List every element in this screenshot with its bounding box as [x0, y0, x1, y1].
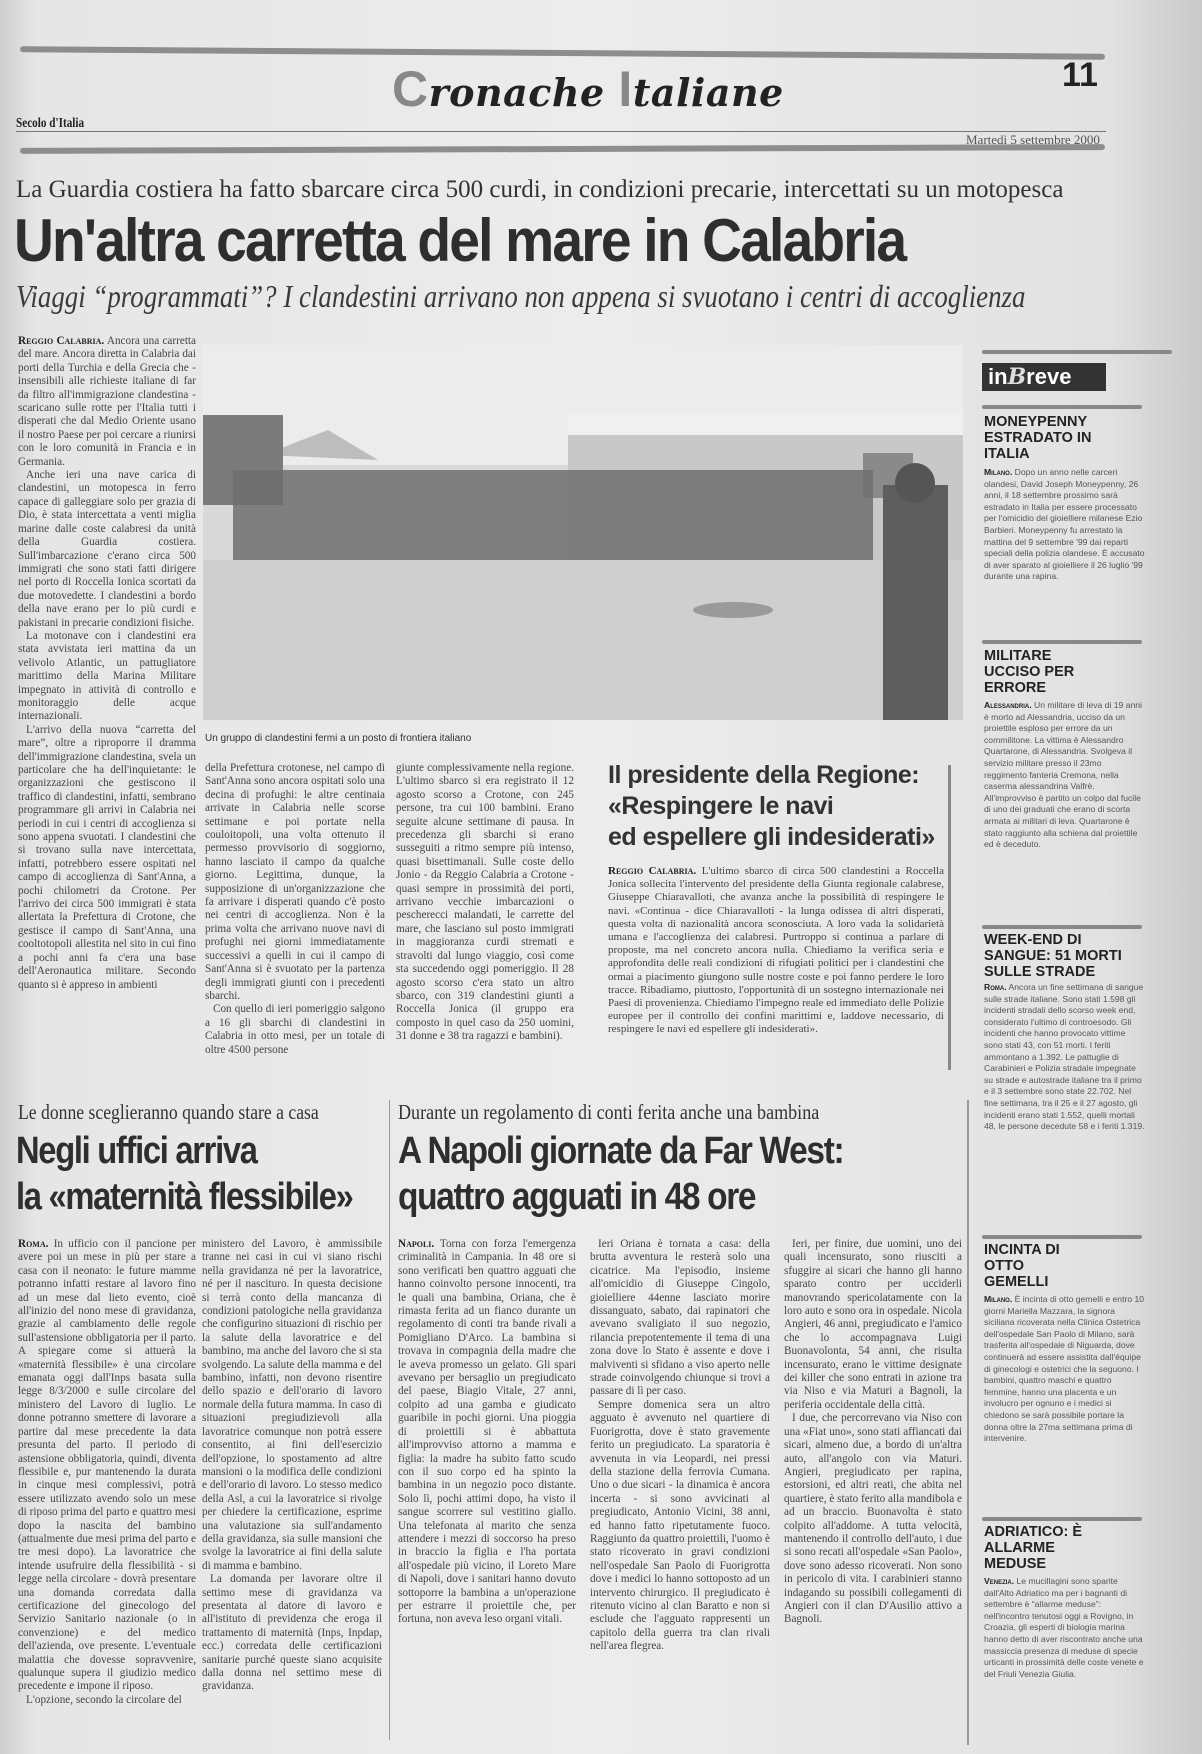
brief-body-gemelli	[984, 1294, 1146, 1504]
maternity-col2-p1: ministero del Lavoro, è ammissibile tranne nei casi in cui vi siano rischi nella gravidanza né per la lavoratrice, né per il nascituro. In questa decisione si terrà conto della mancanza di condizioni patologiche nella gravidanza che configurino situazioni di rischio per la salute della lavoratrice e del bambino, ma anche del lavoro che si sta svolgendo. La salute della mamma e del bambino, infatti, non devono risentire dello spazio e dell'orario di lavoro normale della futura mamma. In caso di situazioni pregiudizievoli alla lavoratrice comunque non potrà essere consentito, ai fini dell'esercizio dell'opzione, lo spostamento ad altre mansioni o la modifica delle condizioni e dell'orario di lavoro. Lo stesso medico della Asl, a cui la lavoratrice si rivolge per chiedere la certificazione, esprime una valutazione sia sull'andamento della gravidanza, sia sulle mansioni che svolge la lavoratrice ai fini della salute di mamma e bambino.	[202, 1238, 382, 1572]
box-body	[608, 865, 944, 1075]
section-title-initial-c: C	[392, 61, 429, 117]
napoli-col2-p2: Sempre domenica sera un altro agguato è avvenuto nel quartiere di Fuorigrotta, dove è stato gravemente ferito un pregiudicato. La sparatoria è avvenuta in via Leopardi, nei pressi della stazione della ferrovia Cumana. Uno o due sicari - la dinamica è ancora incerta - si sono avvicinati al pregiudicato, Antonio Vicini, 38 anni, ed hanno fatto ripetutamente fuoco. Raggiunto da quattro proiettili, l'uomo è stato ricoverato in gravi condizioni nell'ospedale San Paolo di Fuorigrotta dove i medici lo hanno sottoposto ad un intervento chirurgico. Il pregiudicato è ritenuto vicino al clan Baratto e non si esclude che l'agguato rappresenti un capitolo della guerra tra clan rivali nell'area flegrea.	[590, 1398, 770, 1653]
brief-text: È incinta di otto gemelli e entro 10 giorni Mariella Mazzara, la signora siciliana ricoverata nella Clinica Ostetrica dell'ospedale San Paolo di Milano, sarà trasferita all'ospedale di Niguarda, dove continuerà ad essere assistita dall'équipe di ginecologi e ostetrici che la seguono. I bambini, quattro maschi e quattro femmine, hanno una placenta e un involucro per ognuno e i medici si chiedono se sarà possibile portare la donna oltre la 27ma settimana prima di intervenire.	[984, 1294, 1145, 1444]
maternity-column-2	[202, 1238, 382, 1738]
napoli-dateline: Napoli.	[398, 1238, 435, 1250]
in-breve-top-bar	[982, 350, 1172, 354]
maternity-headline	[16, 1128, 352, 1220]
in-breve-logo-rest: reve	[1026, 364, 1072, 389]
napoli-column-2	[590, 1238, 770, 1738]
brief-body-militare	[984, 700, 1146, 898]
lead-col1-p1: Ancora una carretta del mare. Ancora diretta in Calabria dai porti della Turchia e della Grecia che - insensibili alle richieste italiane di far da filtro all'immigrazione clandestina - scaricano sulle rotte per l'Italia tutti i disperati che dal Medio Oriente usano il nostro Paese per poi cercare a riunirsi con le loro comunità in Francia e in Germania.	[18, 335, 196, 468]
napoli-col3-p2: I due, che percorrevano via Niso con una «Fiat uno», sono stati affiancati dai sicari, almeno due, a bordo di un'altra auto, all'angolo con via Maturi. Angieri, pregiudicato per rapina, estorsioni, ed altri reati, che abita nel quartiere, è stato ferito alla mandibola e ad un braccio. Buonavolta è stato colpito all'addome. A tutta velocità, mantenendo il controllo dell'auto, i due si sono recati all'ospedale «San Paolo», dove sono adesso ricoverati. Non sono in pericolo di vita. I carabinieri stanno indagando su possibili collegamenti di Angieri con il clan D'Ausilio attivo a Bagnoli.	[784, 1412, 962, 1626]
box-headline-line3: ed espellere gli indesiderati»	[608, 823, 935, 851]
lead-col2-p1: della Prefettura crotonese, nel campo di Sant'Anna sono ancora ospitati solo una decina di profughi: le altre centinaia arrivate in Calabria nelle scorse settimane e poi portate nella couloitopoli, una volta ottenuto il permesso provvisorio di soggiorno, hanno lasciato il campo da qualche giorno. Legittima, dunque, la supposizione di un'organizzazione che fa arrivare i disperati quando c'è posto nei centri di accoglienza. Non è la prima volta che arrivano nuove navi di profughi nei giorni immediatamente successivi a quelli in cui il campo di Sant'Anna si è svuotato per la partenza degli immigrati giunti con i precedenti sbarchi.	[205, 762, 385, 1002]
lead-headline: Un'altra carretta del mare in Calabria	[14, 207, 906, 274]
lead-col1-p4: L'arrivo della nuova “carretta del mare”, oltre a riproporre il dramma dell'immigrazione clandestina, svela un particolare che ha dell'inquietante: le organizzazioni che gestiscono il traffico di clandestini, infatti, sembrano programmare gli arrivi in Calabria nei periodi in cui i centri di accoglienza si sono appena svuotati. I clandestini che si trovano sulla nave intercettata, infatti, potrebbero essere ospitati nel campo di accoglienza di Sant'Anna, a pochi chilometri da Crotone. Per l'arrivo dei circa 500 immigrati è stata allertata la Prefettura di Crotone, che gestisce il campo di Sant'Anna, una cooltotopoli allestita nel sito in cui fino a pochi anni fa c'era una base dell'Aeronautica militare. Secondo quanto si è appreso in ambienti	[18, 723, 196, 991]
lead-col1-p3: La motonave con i clandestini era stata avvistata ieri mattina da un velivolo Atlantic, un pattugliatore marittimo della Marina Militare impegnato in attività di controllo e monitoraggio delle acque internazionali.	[18, 629, 196, 723]
brief-divider	[982, 1517, 1142, 1521]
brief-divider	[982, 1235, 1142, 1239]
napoli-kicker: Durante un regolamento di conti ferita anche una bambina	[398, 1100, 820, 1124]
brief-title-moneypenny: MONEYPENNY ESTRADATO IN ITALIA	[984, 414, 1092, 462]
maternity-kicker: Le donne sceglieranno quando stare a casa	[18, 1100, 319, 1124]
brief-text: Ancora un fine settimana di sangue sulle strade italiane. Sono stati 1.598 gli incidenti stradali dello scorso week end, considerato l'ultimo di controesodo. Gli incidenti che hanno provocato vittime sono stati 43, con 51 morti. I feriti ammontano a 1.392. Le pattuglie di Carabinieri e Polizia stradale impegnate su strade e autostrade italiane tra il primo e il 3 settembre sono state 22.702. Nel fine settimana, tra il 25 e il 27 agosto, gli incidenti erano stati 1.552, quelli mortali 48, le persone decedute 58 e i feriti 1.319.	[984, 982, 1145, 1132]
maternity-dateline: Roma.	[18, 1238, 49, 1250]
brief-text: Un militare di leva di 19 anni è morto ad Alessandria, ucciso da un proiettile esploso per errore da un commilitone. La vittima è Alessandro Quartarone, di Alessandria. Svolgeva il servizio militare presso il 23mo reggimento fanteria Cremona, nella caserma alessandrina Valfrè. All'improvviso è partito un colpo dal fucile di uno dei graduati che erano di scorta armata ai militari di leva. Quartarone è stato raggiunto alla schiena dal proiettile ed è deceduto.	[984, 700, 1142, 850]
napoli-col1-p1: Torna con forza l'emergenza criminalità in Campania. In 48 ore si sono verificati ben quattro agguati che hanno coinvolto persone innocenti, tra le quali una bambina, Oriana, che è rimasta ferita ad un fianco durante un regolamento di conti tra bande rivali a Pomigliano D'Arco. La bambina si trovava in compagnia della madre che le aveva promesso un gelato. Gli spari avevano per bersaglio un pregiudicato del paese, Biagio Vitale, 27 anni, colpito ad una gamba e giudicato guaribile in pochi giorni. Una pioggia di proiettili si è abbattuta all'improvviso attorno a mamma e figlia: la madre ha subito fatto scudo con il suo corpo ed ha spinto la bambina in un negozio poco distante. Solo lì, pochi attimi dopo, ha visto il sangue scorrere sul vestitino giallo. Una telefonata al marito che senza attendere i mezzi di soccorso ha preso in braccio la figlia e l'ha portata all'ospedale più vicino, il Loreto Mare di Napoli, dove i sanitari hanno dovuto sottoporre la bambina a un'operazione per estrarre il proiettile che, per fortuna, non aveva leso organi vitali.	[398, 1238, 576, 1626]
maternity-col2-p2: La domanda per lavorare oltre il settimo mese di gravidanza va presentata al datore di lavoro e all'istituto di previdenza che eroga il trattamento di maternità (Inps, Inpdap, ecc.) corredata delle certificazioni sanitarie purché queste siano acquisite dalla donna nel settimo mese di gravidanza.	[202, 1573, 382, 1693]
brief-body-weekend	[984, 982, 1146, 1218]
napoli-headline	[398, 1128, 843, 1220]
maternity-headline-line1: Negli uffici arriva	[16, 1130, 257, 1172]
brief-text: Le mucillagini sono sparite dall'Alto Adriatico ma per i bagnanti di settembre è “allarme meduse”: nell'incontro tenutosi oggi a Rovigno, in Croazia, gli esperti di biologia marina hanno detto di aver riscontrato anche una massiccia presenza di meduse di specie urticanti in prossimità delle coste venete e del Friuli Venezia Giulia.	[984, 1576, 1144, 1679]
box-headline-line1: Il presidente della Regione:	[608, 761, 920, 789]
lead-column-3	[396, 762, 574, 1072]
maternity-column-1	[18, 1238, 196, 1738]
page-number: 11	[1062, 56, 1098, 94]
lead-col1-p2: Anche ieri una nave carica di clandestini, un motopesca in ferro capace di galleggiare solo per grazia di Dio, è stata intercettata a venti miglia marine dalle coste calabresi da unità della Guardia costiera. Sull'imbarcazione c'erano circa 500 immigrati che sono stati fatti dirigere nel porto di Roccella Ionica scortati da due motovedette. I clandestini a bordo della nave erano per lo più curdi e pakistani in precarie condizioni fisiche.	[18, 469, 196, 629]
paper-name: Secolo d'Italia	[16, 116, 85, 131]
in-breve-logo-in: in	[988, 364, 1008, 389]
brief-divider	[982, 405, 1142, 409]
lead-subhead: Viaggi “programmati”? I clandestini arrivano non appena si svuotano i centri di accoglienza	[16, 278, 1026, 314]
box-headline-line2: «Respingere le navi	[608, 792, 834, 820]
maternity-col1-p2: L'opzione, secondo la circolare del	[26, 1693, 182, 1706]
brief-dateline: Milano.	[984, 1294, 1013, 1304]
brief-dateline: Roma.	[984, 982, 1007, 992]
napoli-headline-line1: A Napoli giornate da Far West:	[398, 1130, 844, 1172]
section-title-part2: taliane	[632, 70, 784, 115]
lead-col3-p1: giunte complessivamente nella regione. L'ultimo sbarco si era registrato il 12 agosto scorso a Crotone, con 245 persone, tra cui 100 bambini. Erano seguite alcune settimane di pausa. In precedenza gli sbarchi si erano susseguiti a ritmo sempre più intenso, quasi bisettimanali. Sulle coste dello Jonio - da Reggio Calabria a Crotone - quasi sempre in prossimità dei porti, arrivano vecchie imbarcazioni o pescherecci malandati, le carrette del mare, che lasciano sul posto immigrati in maggioranza curdi stremati e stravolti dal lungo viaggio, così come sta succedendo oggi pomeriggio. Il 28 agosto scorso c'era stato un altro sbarco, con 319 clandestini giunti a Roccella Jonica (il gruppo era composto in quel caso da 250 uomini, 31 donne e 38 tra ragazzi e bambini).	[396, 762, 574, 1043]
brief-dateline: Venezia.	[984, 1576, 1015, 1586]
brief-title-meduse: ADRIATICO: È ALLARME MEDUSE	[984, 1524, 1083, 1572]
brief-title-militare: MILITARE UCCISO PER ERRORE	[984, 648, 1075, 696]
section-title-initial-i: I	[618, 61, 633, 117]
brief-dateline: Alessandria.	[984, 700, 1032, 710]
lead-column-2	[205, 762, 385, 1072]
box-dateline: Reggio Calabria.	[608, 865, 697, 877]
maternity-col1-p1: In ufficio con il pancione per avere poi un mese in più per stare a casa con il neonato: le future mamme potranno infatti restare al lavoro fino ad un mese dal lieto evento, cioè all'inizio del nono mese di gravidanza, grazie al cambiamento delle regole sull'astensione obbligatoria per il parto. A spiegare come si attuerà la «maternità flessibile» è una circolare emanata oggi dall'Inps basata sulla legge 8/3/2000 e sulle circolare del ministero del Lavoro di luglio. Le donne potranno smettere di lavorare a partire dal mese precedente la data presunta del parto. Il periodo di astensione obbligatoria, quindi, diventa flessibile e, pur mantenendo la durata in cinque mesi complessivi, potrà essere utilizzato avendo solo un mese di riposo prima del parto e quattro mesi dopo la nascita del bambino (attualmente due mesi prima del parto e tre mesi dopo). La lavoratrice che intende usufruire della flessibilità - si legge nella circolare - dovrà presentare una domanda corredata dalla certificazione del ginecologo del Servizio Sanitario nazionale (o in convenzione) e del medico dell'azienda, ove presente. L'eventuale malattia che dovesse sopravvenire, qualunque supera il giudizio medico precedente e impone il riposo.	[18, 1238, 196, 1693]
lead-kicker: La Guardia costiera ha fatto sbarcare circa 500 curdi, in condizioni precarie, intercettati su un motopesca	[16, 176, 1064, 203]
napoli-column-1	[398, 1238, 576, 1738]
photo-caption: Un gruppo di clandestini fermi a un posto di frontiera italiano	[205, 733, 472, 744]
napoli-col3-p1: Ieri, per finire, due uomini, uno dei quali incensurato, sono riusciti a sfuggire ai sicari che hanno gli hanno sparato contro per ucciderli manovrando spericolatamente con la loro auto e sono ora in ospedale. Nicola Angieri, 46 anni, pregiudicato e l'amico che lo accompagnava Luigi Buonavolonta, 54 anni, che risulta incensurato, erano le vittime designate dei killer che sono entrati in azione tra via Niso e via Maturi a Bagnoli, la periferia occidentale della città.	[784, 1238, 962, 1411]
masthead-bottom-rule	[20, 144, 1105, 154]
box-headline	[608, 760, 935, 853]
napoli-col2-p1: Ieri Oriana è tornata a casa: della brutta avventura le resterà solo una cicatrice. Ma l'episodio, insieme all'omicidio di Giuseppe Cingolo, gioielliere 44enne lasciato morire dissanguato, sabato, dai rapinatori che avevano svaligiato il suo negozio, rilancia prepotentemente il tema di una zona dove lo Stato è assente e dove i malviventi si sfidano a viso aperto nelle strade coinvolgendo chiunque si trovi a passare di lì per caso.	[590, 1238, 770, 1398]
brief-body-moneypenny	[984, 467, 1146, 632]
section-title	[392, 60, 784, 118]
brief-title-weekend: WEEK-END DI SANGUE: 51 MORTI SULLE STRADE	[984, 932, 1122, 980]
masthead-rule	[16, 131, 1106, 132]
section-title-part1: ronache	[428, 70, 619, 115]
brief-divider	[982, 925, 1142, 929]
box-body-text: L'ultimo sbarco di circa 500 clandestini a Roccella Jonica sollecita l'intervento del presidente della Giunta regionale calabrese, Giuseppe Chiaravalloti, che avanza anche la possibilità di respingere le navi. «Continua - dice Chiaravalloti - la lunga odissea di altri disperati, questa volta di nazionalità ancora sconosciuta. A loro vada la solidarietà umana e l'accoglienza dei calabresi. Purtroppo si continua a parlare di proposte, ma nel concreto ancora nulla. Chiediamo la verifica seria e approfondita delle reali condizioni di rifugiati politici per i clandestini che ormai a piacimento giungono sulle nostre coste e poi fanno perdere le loro tracce. Ribadiamo, piuttosto, l'opportunità di un sostegno internazionale nei Paesi di provenienza. Chiediamo l'impegno reale ed immediato delle Polizie europee per il controllo dei confini marittimi e, laddove necessario, di respingere le navi ed espellere gli indesiderati».	[608, 865, 944, 1036]
in-breve-logo	[982, 363, 1106, 391]
napoli-headline-line2: quattro agguati in 48 ore	[398, 1176, 756, 1218]
brief-body-meduse	[984, 1576, 1146, 1714]
lead-photo	[203, 345, 963, 720]
brief-divider	[982, 640, 1142, 644]
masthead-top-rule	[20, 46, 1105, 60]
in-breve-logo-b: B	[1007, 364, 1027, 390]
brief-title-gemelli: INCINTA DI OTTO GEMELLI	[984, 1242, 1060, 1290]
issue-date: Martedì 5 settembre 2000	[966, 132, 1100, 147]
brief-dateline: Milano.	[984, 467, 1013, 477]
lead-column-1	[18, 335, 196, 1075]
sidebar-separator-rule	[967, 1100, 969, 1745]
brief-text: Dopo un anno nelle carceri olandesi, David Joseph Moneypenny, 26 anni, il 18 settembre prossimo sarà estradato in Italia per essere processato per l'omicidio del gioielliere milanese Ezio Barbieri. Moneypenny fu arrestato la mattina del 9 settembre '99 dai reparti speciali della polizia olandese. È accusato di aver sparato al gioielliere il 26 luglio '99 durante una rapina.	[984, 467, 1145, 582]
crowd-photo-illustration	[203, 345, 963, 720]
maternity-headline-line2: la «maternità flessibile»	[16, 1176, 353, 1218]
box-right-rule	[948, 765, 951, 1070]
bottom-column-rule	[389, 1100, 390, 1740]
lead-col2-p2: Con quello di ieri pomeriggio salgono a 16 gli sbarchi di clandestini in Calabria in otto mesi, per un totale di oltre 4500 persone	[205, 1003, 385, 1056]
napoli-column-3	[784, 1238, 962, 1738]
lead-dateline: Reggio Calabria.	[18, 335, 105, 347]
